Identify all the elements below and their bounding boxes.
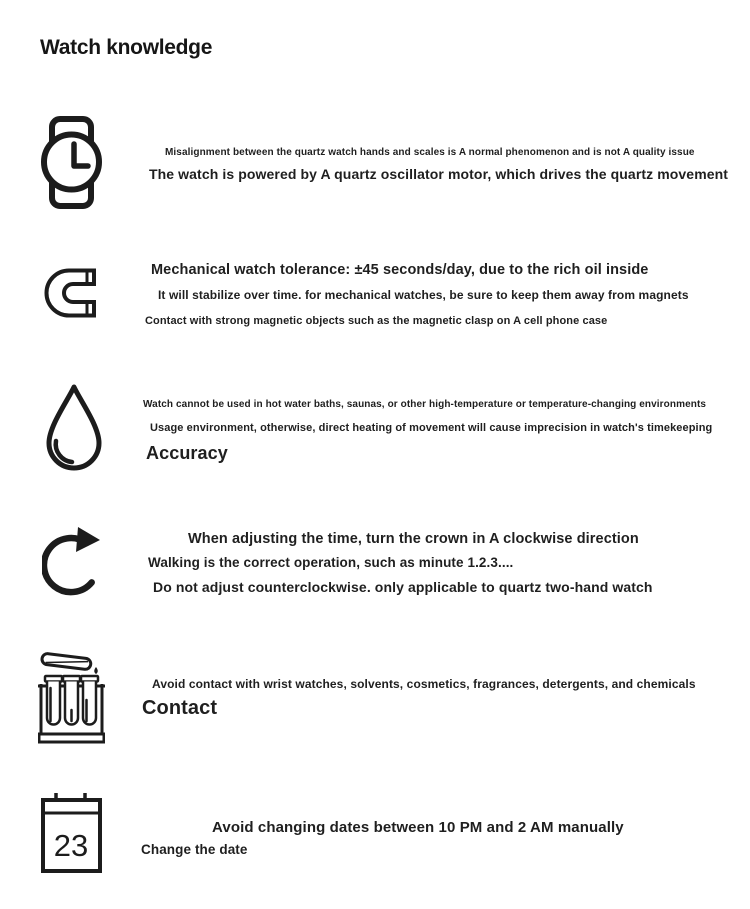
note-line: When adjusting the time, turn the crown in A clockwise direction xyxy=(188,531,639,547)
note-line: Misalignment between the quartz watch hands and scales is A normal phenomenon and is not A quality issue xyxy=(165,147,695,158)
note-line: Avoid contact with wrist watches, solvents, cosmetics, fragrances, detergents, and chemicals xyxy=(152,677,696,691)
note-line: Mechanical watch tolerance: ±45 seconds/day, due to the rich oil inside xyxy=(151,262,649,278)
calendar-icon xyxy=(41,792,102,873)
wristwatch-icon xyxy=(41,116,102,209)
note-line: It will stabilize over time. for mechanical watches, be sure to keep them away from magnets xyxy=(158,288,689,302)
magnet-icon xyxy=(42,267,106,319)
section-heading: Accuracy xyxy=(146,443,228,463)
note-line: Contact with strong magnetic objects such as the magnetic clasp on A cell phone case xyxy=(145,315,608,327)
note-line: The watch is powered by A quartz oscillator motor, which drives the quartz movement xyxy=(149,166,729,182)
clockwise-rotation-icon xyxy=(42,525,103,603)
note-line: Walking is the correct operation, such as minute 1.2.3.... xyxy=(148,555,514,570)
calendar-day-number: 23 xyxy=(53,828,89,863)
note-line: Avoid changing dates between 10 PM and 2 AM manually xyxy=(212,819,624,836)
test-tubes-icon xyxy=(38,648,105,745)
note-line: Do not adjust counterclockwise. only applicable to quartz two-hand watch xyxy=(153,579,653,595)
note-line: Watch cannot be used in hot water baths, saunas, or other high-temperature or temperature-changing environments xyxy=(143,399,707,410)
page-title: Watch knowledge xyxy=(40,36,213,59)
section-heading: Contact xyxy=(142,697,218,719)
note-line: Change the date xyxy=(141,842,248,857)
note-line: Usage environment, otherwise, direct heating of movement will cause imprecision in watch's timekeeping xyxy=(150,422,713,434)
water-drop-icon xyxy=(45,383,103,472)
